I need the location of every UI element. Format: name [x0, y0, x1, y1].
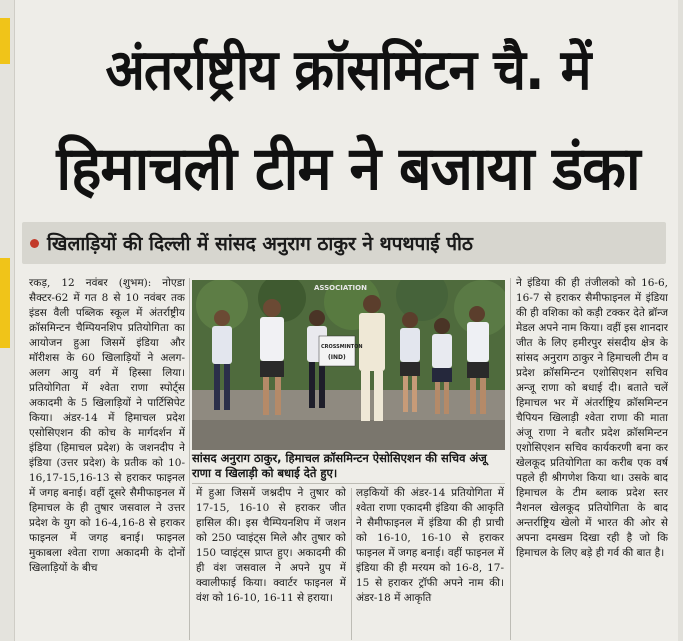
column-rule [189, 278, 190, 640]
caption-rule [192, 483, 505, 484]
headline-line-2: हिमाचली टीम ने बजाया डंका [56, 134, 640, 204]
page-right-edge [678, 0, 683, 641]
group-photo-illustration [192, 280, 505, 450]
article-column-3: लड़कियों की अंडर-14 प्रतियोगिता में श्वेता राणा एकादमी इंडिया की आकृति ने सैमीफाइनल में इंडिया की ही प्राची को 16-10, 16-10 से हराकर फाइनल में जगह बनाई। वहीं फाइनल में इंडिया की ही मरयम को 16-8, 17-15 से हराकर ट्रॉफी अपने नाम की। अंडर-18 में आकृति [356, 487, 504, 604]
photo-sign-line-2: (IND) [328, 354, 346, 361]
subheadline-band [22, 222, 666, 264]
article-column-1: रकड़, 12 नवंबर (शुभम): नोएडा सैक्टर-62 में गत 8 से 10 नवंबर तक इंडस वैली पब्लिक स्कूल में अंतर्राष्ट्रीय क्रॉसमिन्टन चैम्पियनशिप प्रतियोगिता का आयोजन हुआ जिसमें इंडिया और मॉरीशस के 60 खिलाड़ियों ने अलग-अलग आयु वर्ग में हिस्सा लिया। प्रतियोगिता में श्वेता राणा स्पोर्ट्स अकादमी के 5 खिलाड़ियों ने पार्टिसिपेट किया। अंडर-14 में हिमाचल प्रदेश एसोसिएशन की कोच के मार्गदर्शन में इंडिया (हिमाचल प्रदेश) के जशनदीप ने इंडिया (उत्तर प्रदेश) के प्रतीक को 10-16,17-15,16-13 से हराकर फाइनल में जगह बनाई। वहीं दूसरे सैमीफाइनल में हिमाचल के ही तुषार जसवाल ने उत्तर प्रदेश के युग को 16-4,16-8 से हराकर फाइनल में जगह बनाई। फाइनल मुकाबला श्वेता राणा अकादमी के दोनों खिलाड़ियों के बीच [29, 277, 185, 574]
article-column-4: ने इंडिया की ही तंजीलको को 16-6, 16-7 से हराकर सैमीफाइनल में इंडिया की ही वशिका को कड़ी टक्कर देते ब्रॉन्ज मेडल अपने नाम किया। वहीं इस शानदार जीत के लिए हमीरपुर संसदीय क्षेत्र के सांसद अनुराग ठाकुर ने हिमाचली टीम व प्रदेश क्रॉसमिन्टन एशोसिएशन सचिव अन्जू राणा को बधाई दी। बताते चलें हिमाचल भर में अंतर्राष्ट्रिय क्रॉसमिन्टन चैपियन खिलाड़ी श्वेता राणा की माता अंजू राणा ने बतौर प्रदेश क्रॉसमिन्टन एशोसिएशन सचिव कार्यकरणी बना कर खेलकूद प्रतियोगिता का करीब एक वर्ष पहले ही श्रीगणेश किया था। उसके बाद हिमाचल के टीम ब्लाक प्रदेश स्तर नैशनल खेलकूद प्रतियोगिता के बाद अन्तर्राष्ट्रिय खेलो में भारत की ओर से अपना दमखम दिखा रही है जो कि हिमाचल के लिए बड़े ही गर्व की बात है। [516, 277, 668, 559]
adjacent-page-yellow-mark [0, 258, 10, 348]
adjacent-page-yellow-mark [0, 18, 10, 64]
news-photo [192, 280, 505, 450]
column-rule [351, 488, 352, 640]
adjacent-page-edge [0, 0, 15, 641]
headline-line-1: अंतर्राष्ट्रीय क्रॉसमिंटन चै. में [105, 38, 591, 103]
article-column-2: में हुआ जिसमें जश्नदीप ने तुषार को 17-15, 16-10 से हराकर जीत हासिल की। इस चैम्पियनशिप में जशन को 250 प्वाइंट्स मिले और तुषार को 150 प्वाइंट्स प्राप्त हुए। अकादमी की ही वंश जसवाल ने अपने ग्रुप में क्वालीफाई किया। क्वार्टर फाइनल में वंश को 16-10, 16-11 से हराया। [196, 487, 346, 604]
photo-sign-line-1: CROSSMINTON [321, 344, 363, 350]
column-rule [510, 278, 511, 640]
subheadline-text: खिलाड़ियों की दिल्ली में सांसद अनुराग ठाकुर ने थपथपाई पीठ [47, 233, 473, 255]
photo-caption: सांसद अनुराग ठाकुर, हिमाचल क्रॉसमिन्टन ऐसोसिएशन की सचिव अंजू राणा व खिलाड़ी को बधाई देते हुए। [192, 451, 487, 480]
bullet-dot-icon [30, 239, 39, 248]
photo-banner-text: ASSOCIATION [314, 284, 367, 292]
